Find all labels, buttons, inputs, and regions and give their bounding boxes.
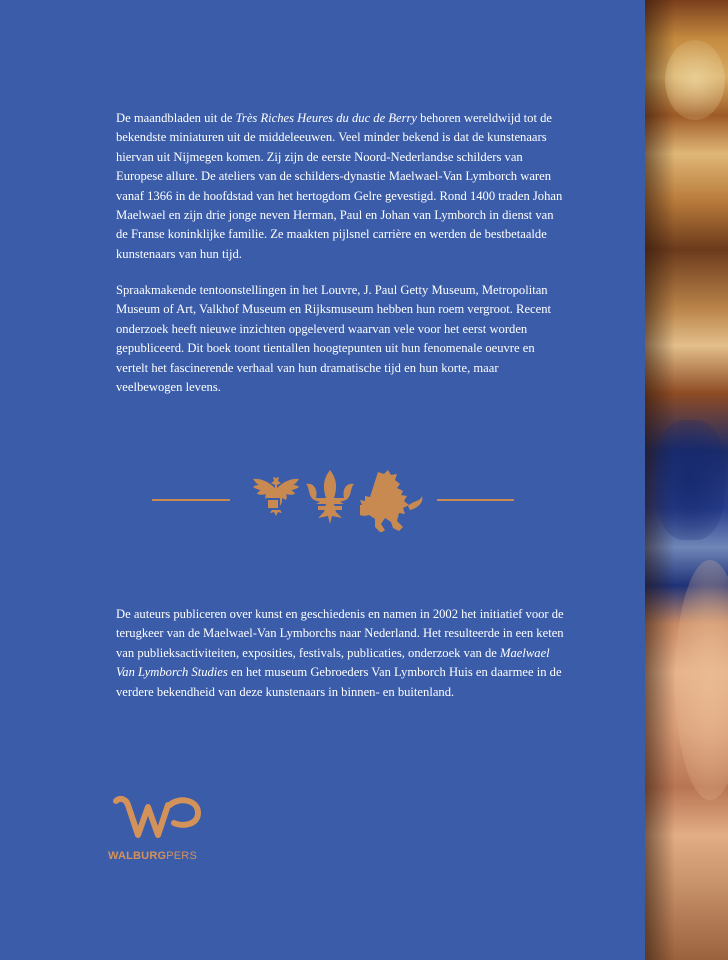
paragraph-text [116, 281, 566, 397]
text-segment: behoren wereldwijd tot de bekendste miniaturen uit de middeleeuwen. Veel minder bekend is dat de kunstenaars hiervan uit Nijmegen komen. Zij zijn de eerste Noord-Nederlandse schilders van Europese allure. De ateliers van de schilders-dynastie Maelwael-Van Lymborch waren vanaf 1366 in de hoofdstad van het hertogdom Gelre gevestigd. Rond 1400 traden Johan Maelwael en zijn drie jonge neven Herman, Paul en Johan van Lymborch in dienst van de Franse koninklijke familie. Ze maakten pijlsnel carrière en werden de bestbetaalde kunstenaars van hun tijd. [116, 111, 563, 261]
cover-painting-edge [645, 0, 728, 960]
fleur-de-lis-icon [304, 468, 356, 530]
paragraph-text [116, 605, 566, 702]
text-segment: De maandbladen uit de [116, 111, 236, 125]
text-segment: De auteurs publiceren over kunst en geschiedenis en namen in 2002 het initiatief voor de terugkeer van de Maelwael-Van Lymborchs naar Nederland. Het resulteerde in een keten van publieksactiviteiten, exposities, festivals, publicaties, onderzoek van de [116, 607, 564, 660]
paragraph-text [116, 109, 566, 264]
publisher-name [108, 850, 197, 862]
author-paragraph [116, 605, 566, 702]
text-segment: en het museum Gebroeders Van Lymborch Huis en daarmee in de verdere bekendheid van deze kunstenaars in binnen- en buitenland. [116, 665, 562, 699]
heraldic-ornament [152, 464, 514, 534]
eagle-icon [244, 468, 302, 530]
book-title-italic: Très Riches Heures du duc de Berry [235, 111, 418, 125]
publisher-name-bold: WALBURG [108, 850, 167, 862]
ornament-line-right [437, 499, 514, 501]
description-paragraph-1 [116, 109, 566, 264]
text-segment: Spraakmakende tentoonstellingen in het Louvre, J. Paul Getty Museum, Metropolitan Museum of Art, Valkhof Museum en Rijksmuseum hebben hun roem vergroot. Recent onderzoek heeft nieuwe inzichten opgeleverd waarvan vele voor het eerst worden gepubliceerd. Dit boek toont tientallen hoogtepunten uit hun fenomenale oeuvre en vertelt het fascinerende verhaal van hun dramatische tijd en hun korte, maar veelbewogen levens. [116, 283, 552, 395]
lion-icon [360, 466, 426, 532]
publisher-name-rest: PERS [166, 850, 197, 862]
ornament-line-left [152, 499, 230, 501]
series-title-italic: Maelwael Van Lymborch Studies [116, 645, 550, 680]
publisher-logo [108, 793, 208, 865]
description-paragraph-2 [116, 281, 566, 397]
wp-monogram-icon [110, 793, 202, 845]
